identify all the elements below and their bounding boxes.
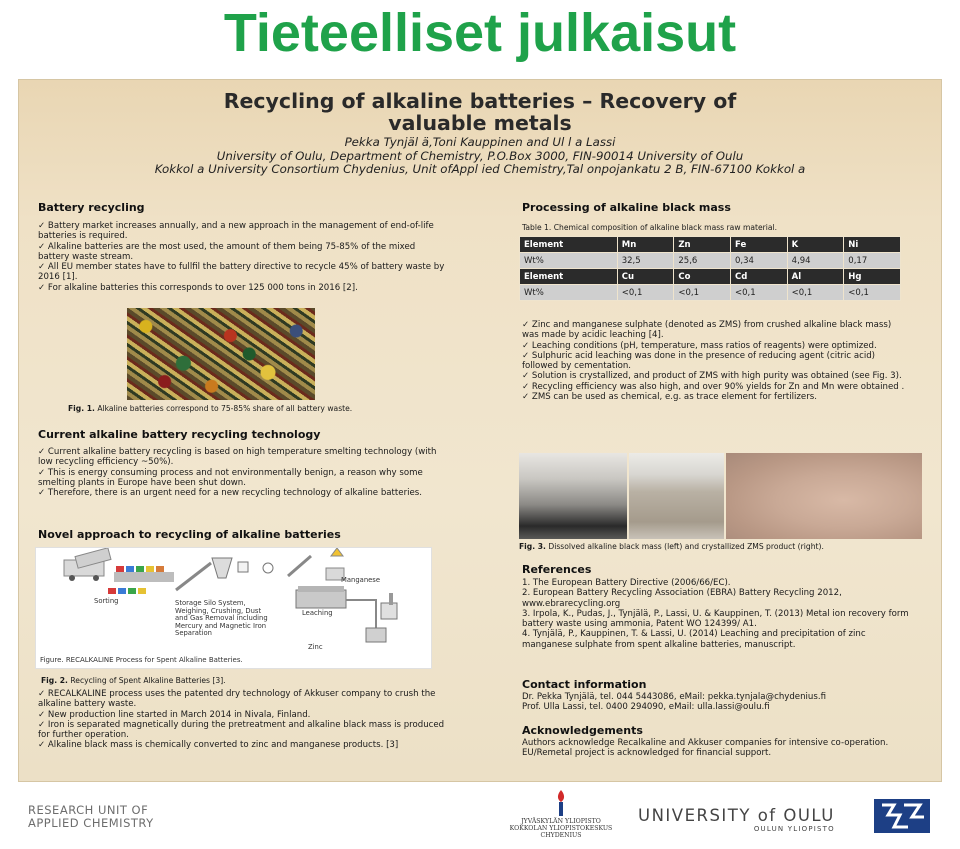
table-cell: Element	[520, 237, 618, 253]
wheel-icon	[69, 575, 75, 581]
conveyor-belt-icon	[288, 556, 311, 576]
table-cell: <0,1	[617, 285, 674, 301]
novel-approach-text	[38, 689, 448, 751]
table-cell: Co	[674, 269, 731, 285]
poster-authors	[19, 136, 941, 177]
table-cell: 32,5	[617, 253, 674, 269]
table-cell: Fe	[731, 237, 788, 253]
fig1-label: Fig. 1.	[68, 404, 95, 413]
university-of-oulu-logo	[638, 806, 835, 833]
affiliation-1: University of Oulu, Department of Chemistry, P.O.Box 3000, FIN-90014 University of Oulu	[216, 148, 744, 163]
reference-item: 3. Irpola, K., Pudas, J., Tynjälä, P., Lassi, U. & Kauppinen, T. (2013) Metal ion recovery form battery waste using ammonia, Patent WO 124399/ A1.	[522, 608, 909, 630]
conveyor-belt-icon	[176, 563, 211, 590]
magnet-icon	[263, 563, 273, 573]
leaching-tank-icon	[296, 590, 346, 608]
novel-approach-heading: Novel approach to recycling of alkaline batteries	[38, 528, 341, 541]
sorted-battery-red	[116, 566, 124, 572]
sorted-battery-yellow	[146, 566, 154, 572]
fig1-caption	[68, 404, 352, 413]
table-cell: Wt%	[520, 253, 618, 269]
table-cell: <0,1	[844, 285, 901, 301]
contact-heading: Contact information	[522, 678, 647, 691]
slide-title: Tieteelliset julkaisut	[223, 3, 737, 63]
oulu-name: UNIVERSITY of OULU	[638, 806, 835, 825]
bullet: ✓ Alkaline black mass is chemically converted to zinc and manganese products. [3]	[38, 740, 399, 751]
bullet: ✓ This is energy consuming process and not environmentally benign, a reason why some smelting plants in Europe have been shut down.	[38, 467, 423, 488]
poster-title-line1: Recycling of alkaline batteries – Recovery of	[223, 89, 737, 113]
node-leaching: Leaching	[302, 609, 333, 617]
bullet: ✓ ZMS can be used as chemical, e.g. as trace element for fertilizers.	[522, 392, 817, 403]
affiliation-2: Kokkol a University Consortium Chydenius, Unit ofAppl ied Chemistry,Tal onpojankatu 2 B, FIN-67100 Kokkol a	[154, 162, 806, 176]
fig2-caption	[41, 676, 226, 685]
table-cell: Wt%	[520, 285, 618, 301]
dissolved-black-mass-photo	[519, 453, 627, 539]
sorted-battery-red	[108, 588, 116, 594]
sorted-battery-orange	[156, 566, 164, 572]
fig1-caption-text: Alkaline batteries correspond to 75-85% share of all battery waste.	[97, 404, 353, 413]
table-row	[520, 237, 901, 253]
sorted-battery-blue	[126, 566, 134, 572]
bullet: ✓ Sulphuric acid leaching was done in the presence of reducing agent (citric acid) followed by cementation.	[522, 350, 876, 372]
chemical-composition-table	[519, 236, 901, 301]
poster-title-line2: valuable metals	[388, 111, 572, 135]
research-unit-line1: RESEARCH UNIT OF	[28, 803, 149, 817]
table-cell: Mn	[617, 237, 674, 253]
table-row	[520, 253, 901, 269]
acknowledgements-paragraph: Authors acknowledge Recalkaline and Akkuser companies for intensive co-operation. EU/Remetal project is acknowledged for financial support.	[522, 738, 889, 759]
references-heading: References	[522, 563, 592, 576]
battery-recycling-text	[38, 221, 448, 293]
bullet: ✓ For alkaline batteries this corresponds to over 125 000 tons in 2016 [2].	[38, 282, 358, 293]
contact-line: Dr. Pekka Tynjälä, tel. 044 5443086, eMail: pekka.tynjala@chydenius.fi	[522, 692, 826, 702]
table1-caption: Table 1. Chemical composition of alkaline black mass raw material.	[522, 223, 778, 232]
table-cell: Zn	[674, 237, 731, 253]
references-list	[522, 578, 910, 650]
crusher-icon	[238, 562, 248, 572]
table-cell: 4,94	[787, 253, 844, 269]
wheel-icon	[93, 575, 99, 581]
jyu-logo-text	[496, 818, 626, 840]
acknowledgements-heading: Acknowledgements	[522, 724, 643, 737]
table-cell: Hg	[844, 269, 901, 285]
sorted-battery-green	[136, 566, 144, 572]
table-cell: <0,1	[731, 285, 788, 301]
processing-heading: Processing of alkaline black mass	[522, 201, 731, 214]
diagram-figure-caption: Figure. RECALKALINE Process for Spent Alkaline Batteries.	[40, 656, 243, 664]
oulu-finnish-name: OULUN YLIOPISTO	[753, 825, 835, 833]
sorted-battery-blue	[118, 588, 126, 594]
oulu-emblem-icon	[874, 799, 930, 833]
fig3-caption-text: Dissolved alkaline black mass (left) and crystallized ZMS product (right).	[548, 542, 824, 551]
bullet: ✓ Alkaline batteries are the most used, the amount of them being 75-85% of the mixed battery waste stream.	[38, 241, 416, 262]
reference-item: 4. Tynjälä, P., Kauppinen, T. & Lassi, U. (2014) Leaching and precipitation of zinc manganese sulphate from spent alkaline batteries, manuscript.	[522, 629, 866, 650]
node-storage: Storage Silo System, Weighing, Crushing, Dust and Gas Removal including Mercury and Magnetic Iron Separation	[175, 599, 268, 638]
table-cell: Element	[520, 269, 618, 285]
reference-item: 1. The European Battery Directive (2006/66/EC).	[522, 578, 731, 588]
table-cell: <0,1	[674, 285, 731, 301]
bullet: ✓ Zinc and manganese sulphate (denoted as ZMS) from crushed alkaline black mass) was made by acidic leaching [4].	[522, 320, 892, 341]
node-manganese: Manganese	[341, 576, 381, 584]
poster	[19, 80, 941, 781]
fig3-label: Fig. 3.	[519, 542, 546, 551]
recalkaline-process-diagram	[35, 547, 432, 669]
acknowledgements-text	[522, 738, 912, 759]
authors-line: Pekka Tynjäl ä,Toni Kauppinen and Ul l a Lassi	[344, 135, 616, 149]
node-zinc: Zinc	[308, 643, 323, 651]
torch-logo-icon	[550, 788, 572, 818]
table-cell: 0,34	[731, 253, 788, 269]
bullet: ✓ Recycling efficiency was also high, and over 90% yields for Zn and Mn were obtained .	[522, 381, 905, 392]
jyu-line3: CHYDENIUS	[540, 832, 582, 840]
jyu-line1: JYVÄSKYLÄN YLIOPISTO	[521, 818, 601, 825]
warning-sign-icon	[331, 548, 343, 556]
silo-icon	[212, 558, 232, 578]
table-cell: Al	[787, 269, 844, 285]
table-cell: Ni	[844, 237, 901, 253]
jyu-line2: KOKKOLAN YLIOPISTOKESKUS	[509, 825, 613, 833]
current-tech-heading: Current alkaline battery recycling technology	[38, 428, 321, 441]
leaching-tank-top	[298, 586, 344, 592]
current-tech-text	[38, 447, 448, 498]
contact-text	[522, 692, 912, 713]
table-cell: Cu	[617, 269, 674, 285]
table-cell: K	[787, 237, 844, 253]
table-row	[520, 269, 901, 285]
node-sorting: Sorting	[94, 597, 119, 605]
bullet: ✓ Current alkaline battery recycling is based on high temperature smelting technology (with low recycling efficiency ~50%).	[38, 447, 437, 468]
chimney-icon	[389, 593, 393, 605]
zinc-unit-icon	[366, 628, 386, 642]
processing-text	[522, 320, 907, 402]
conveyor-icon	[114, 572, 174, 582]
bullet: ✓ Leaching conditions (pH, temperature, mass ratios of reagents) were optimized.	[522, 340, 877, 351]
fig3-caption	[519, 542, 824, 551]
reference-item: 2. European Battery Recycling Association (EBRA) Battery Recycling 2012, www.ebrarecycling.org	[522, 588, 842, 609]
batteries-photo	[127, 308, 315, 400]
bullet: ✓ Battery market increases annually, and a new approach in the management of end-of-life batteries is required.	[38, 221, 434, 242]
table-cell: Cd	[731, 269, 788, 285]
bullet: ✓ Iron is separated magnetically during the pretreatment and alkaline black mass is produced for further operation.	[38, 719, 445, 741]
table-cell: 25,6	[674, 253, 731, 269]
sorted-battery-yellow	[138, 588, 146, 594]
bullet: ✓ Solution is crystallized, and product of ZMS with high purity was obtained (see Fig. 3).	[522, 371, 902, 382]
bullet: ✓ New production line started in March 2014 in Nivala, Finland.	[38, 709, 311, 720]
factory-icon	[381, 603, 397, 619]
bullet: ✓ RECALKALINE process uses the patented dry technology of Akkuser company to crush the alkaline battery waste.	[38, 689, 436, 710]
contact-line: Prof. Ulla Lassi, tel. 0400 294090, eMail: ulla.lassi@oulu.fi	[522, 702, 770, 713]
table-row	[520, 285, 901, 301]
table-cell: 0,17	[844, 253, 901, 269]
sorted-battery-green	[128, 588, 136, 594]
poster-title	[19, 90, 941, 134]
table-cell: <0,1	[787, 285, 844, 301]
zms-product-photo	[726, 453, 922, 539]
battery-recycling-heading: Battery recycling	[38, 201, 145, 214]
research-unit-logo	[28, 804, 154, 830]
bullet: ✓ Therefore, there is an urgent need for a new recycling technology of alkaline batteries.	[38, 488, 422, 499]
fig2-label: Fig. 2.	[41, 676, 68, 685]
bullet: ✓ All EU member states have to fullfil the battery directive to recycle 45% of battery waste by 2016 [1].	[38, 262, 445, 283]
fig2-caption-text: Recycling of Spent Alkaline Batteries [3].	[70, 676, 226, 685]
solution-beaker-photo	[629, 453, 724, 539]
research-unit-line2: APPLIED CHEMISTRY	[28, 816, 154, 830]
